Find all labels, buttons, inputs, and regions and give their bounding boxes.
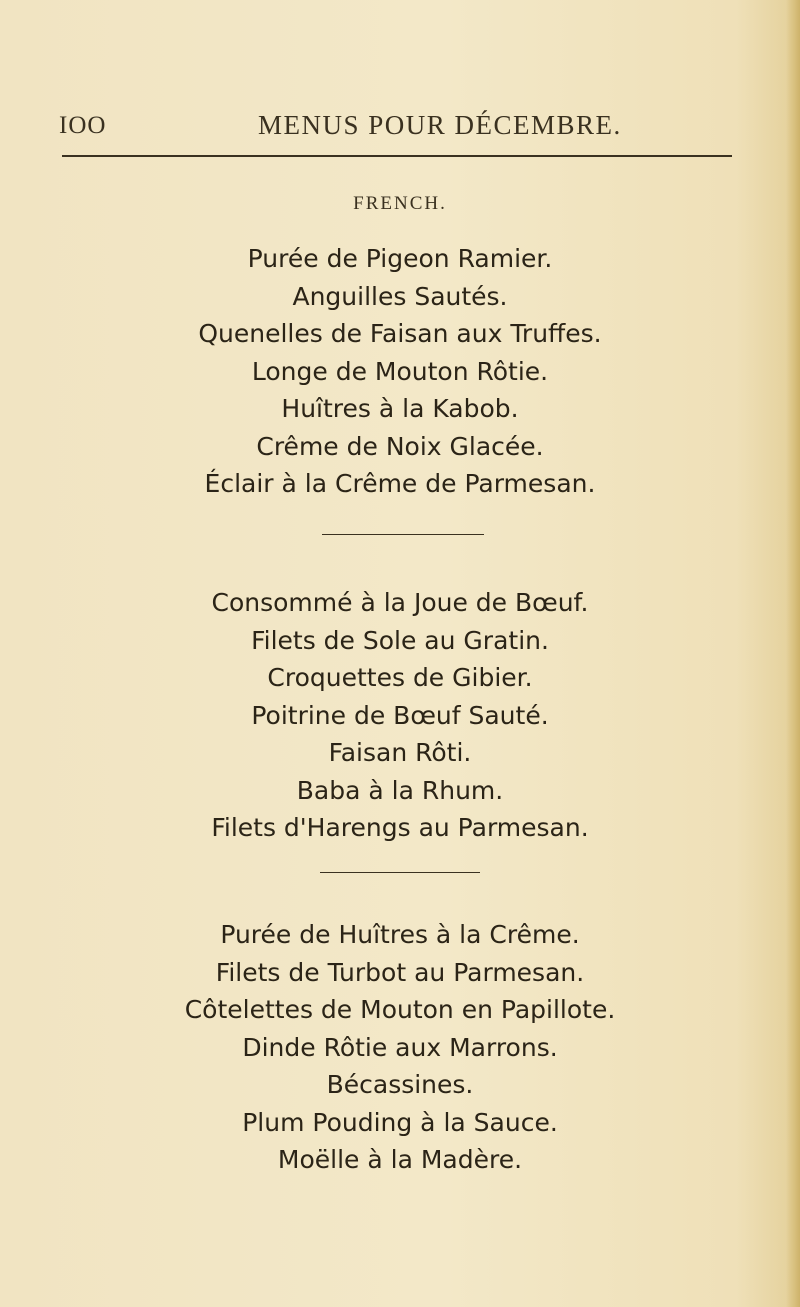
menu-item: Côtelettes de Mouton en Papillote. (184, 995, 616, 1024)
menu-item: Baba à la Rhum. (296, 775, 504, 805)
menu-item: Plum Pouding à la Sauce. (242, 1107, 558, 1137)
menu-item: Éclair à la Crême de Parmesan. (204, 469, 596, 498)
page-number: IOO (59, 112, 107, 139)
menu-item: Bécassines. (326, 1070, 474, 1099)
menu-3 (0, 916, 800, 1179)
menu-item: Longe de Mouton Rôtie. (251, 356, 549, 386)
menu-item: Purée de Pigeon Ramier. (247, 244, 553, 273)
menu-divider (322, 534, 484, 535)
menu-item: Purée de Huîtres à la Crême. (220, 920, 580, 949)
menu-item: Consommé à la Joue de Bœuf. (211, 588, 589, 617)
menu-1 (0, 240, 800, 503)
menu-item: Poitrine de Bœuf Sauté. (251, 700, 549, 730)
menu-item: Anguilles Sautés. (292, 281, 508, 311)
running-title: MENUS POUR DÉCEMBRE. (258, 110, 622, 140)
menu-item: Croquettes de Gibier. (267, 663, 533, 692)
menu-item: Filets de Turbot au Parmesan. (215, 957, 585, 987)
menu-item: Filets d'Harengs au Parmesan. (211, 813, 589, 842)
menu-item: Crême de Noix Glacée. (256, 431, 544, 461)
menu-divider (320, 872, 480, 873)
section-title: FRENCH. (353, 193, 447, 214)
header-rule (62, 155, 732, 157)
menu-item: Filets de Sole au Gratin. (251, 625, 549, 655)
menu-2 (0, 584, 800, 847)
menu-item: Moëlle à la Madère. (277, 1145, 523, 1174)
menu-item: Faisan Rôti. (328, 738, 472, 767)
menu-item: Huîtres à la Kabob. (281, 394, 519, 423)
menu-item: Quenelles de Faisan aux Truffes. (198, 319, 602, 348)
menu-item: Dinde Rôtie aux Marrons. (242, 1032, 558, 1062)
